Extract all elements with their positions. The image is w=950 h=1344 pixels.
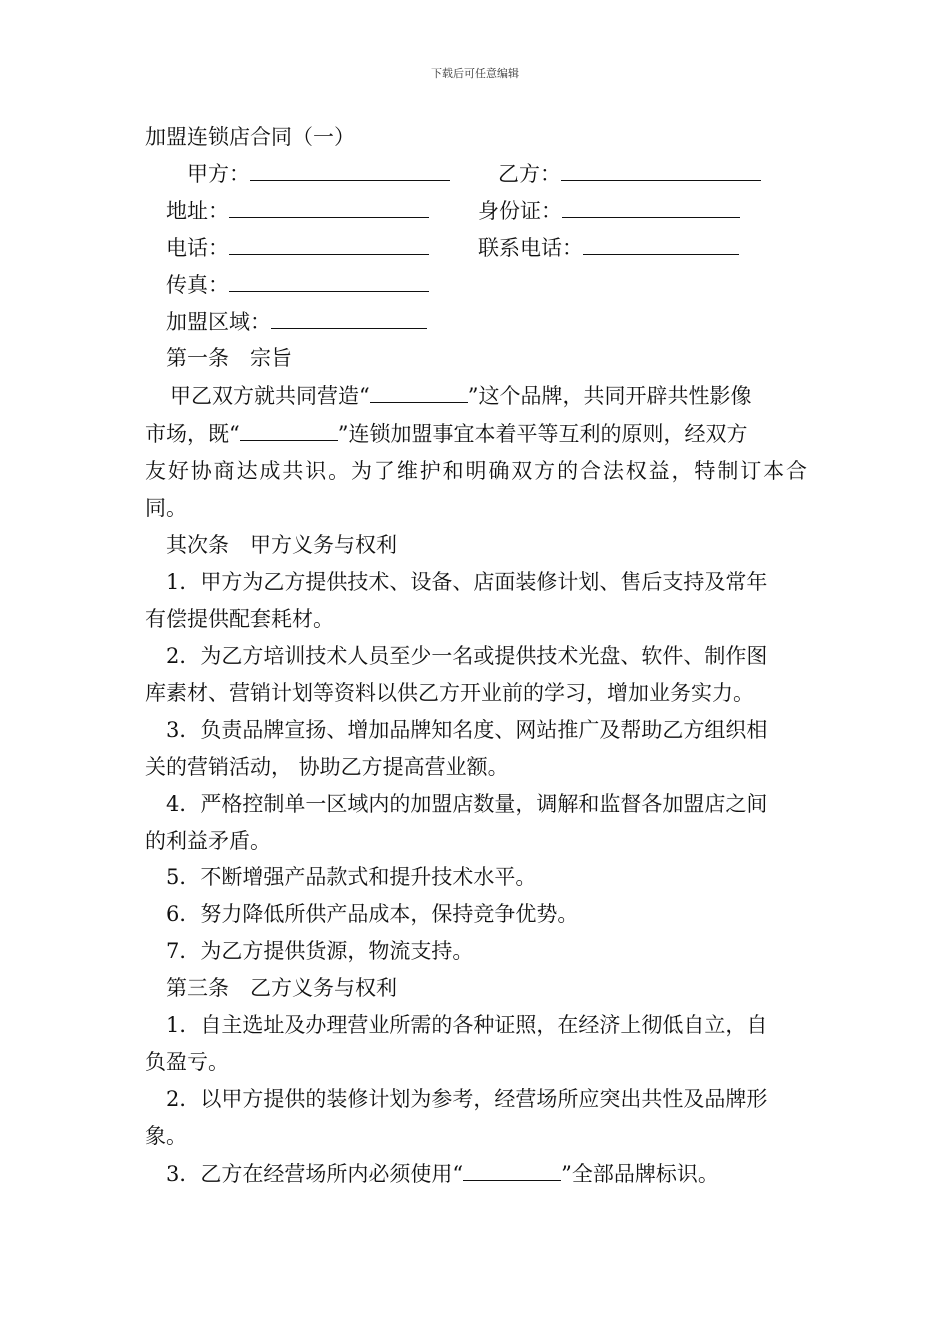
contact-phone-blank <box>583 234 739 255</box>
address-field <box>166 197 429 224</box>
party-b-label: 乙方： <box>498 162 561 186</box>
article-2-item-1-cont: 有偿提供配套耗材。 <box>145 607 334 631</box>
document-title: 加盟连锁店合同（一） <box>145 125 355 149</box>
article-2-item-6: 6．努力降低所供产品成本，保持竞争优势。 <box>166 902 579 926</box>
article-1-text: 市场，既“ <box>145 422 240 446</box>
article-1-text: ”连锁加盟事宜本着平等互利的原则，经双方 <box>337 422 748 446</box>
article-1-line-2 <box>145 420 747 447</box>
article-1-text: 甲乙双方就共同营造“ <box>170 384 370 408</box>
article-3-text: 3．乙方在经营场所内必须使用“ <box>166 1162 464 1186</box>
article-2-heading: 其次条 甲方义务与权利 <box>166 533 397 557</box>
article-2-item-3: 3．负责品牌宣扬、增加品牌知名度、网站推广及帮助乙方组织相 <box>166 718 768 742</box>
address-blank <box>229 197 429 218</box>
region-label: 加盟区域： <box>166 310 271 334</box>
article-3-item-3 <box>166 1160 719 1187</box>
phone-field <box>166 234 429 261</box>
region-blank <box>271 308 427 329</box>
page-header-note: 下载后可任意编辑 <box>431 67 519 80</box>
brand-name-blank <box>240 420 338 441</box>
party-a-field <box>187 160 450 187</box>
article-2-item-7: 7．为乙方提供货源，物流支持。 <box>166 939 474 963</box>
article-2-item-4: 4．严格控制单一区域内的加盟店数量，调解和监督各加盟店之间 <box>166 792 768 816</box>
phone-blank <box>229 234 429 255</box>
article-3-heading: 第三条 乙方义务与权利 <box>166 976 397 1000</box>
article-2-item-1: 1．甲方为乙方提供技术、设备、店面装修计划、售后支持及常年 <box>166 570 768 594</box>
phone-label: 电话： <box>166 236 229 260</box>
article-3-item-2: 2．以甲方提供的装修计划为参考，经营场所应突出共性及品牌形 <box>166 1087 768 1111</box>
article-1-line-1 <box>170 382 752 409</box>
article-2-item-5: 5．不断增强产品款式和提升技术水平。 <box>166 865 537 889</box>
region-field <box>166 308 427 335</box>
article-1-line-4: 同。 <box>145 496 187 520</box>
contact-phone-field <box>478 234 739 261</box>
fax-label: 传真： <box>166 273 229 297</box>
party-b-field <box>498 160 761 187</box>
article-2-item-2: 2．为乙方培训技术人员至少一名或提供技术光盘、软件、制作图 <box>166 644 768 668</box>
party-b-blank <box>561 160 761 181</box>
fax-blank <box>229 271 429 292</box>
address-label: 地址： <box>166 199 229 223</box>
article-2-item-4-cont: 的利益矛盾。 <box>145 829 271 853</box>
brand-name-blank <box>463 1160 561 1181</box>
fax-field <box>166 271 429 298</box>
party-a-blank <box>250 160 450 181</box>
article-1-line-3: 友好协商达成共识。为了维护和明确双方的合法权益，特制订本合 <box>145 459 807 483</box>
party-a-label: 甲方： <box>187 162 250 186</box>
article-1-heading: 第一条 宗旨 <box>166 346 292 370</box>
article-2-item-3-cont: 关的营销活动， 协助乙方提高营业额。 <box>145 755 509 779</box>
id-card-label: 身份证： <box>478 199 562 223</box>
article-3-item-1-cont: 负盈亏。 <box>145 1050 229 1074</box>
article-3-item-1: 1．自主选址及办理营业所需的各种证照，在经济上彻低自立，自 <box>166 1013 768 1037</box>
article-3-item-2-cont: 象。 <box>145 1124 187 1148</box>
id-card-field <box>478 197 740 224</box>
article-1-text: ”这个品牌，共同开辟共性影像 <box>467 384 752 408</box>
contact-phone-label: 联系电话： <box>478 236 583 260</box>
brand-name-blank <box>370 382 468 403</box>
id-card-blank <box>562 197 740 218</box>
article-2-item-2-cont: 库素材、营销计划等资料以供乙方开业前的学习，增加业务实力。 <box>145 681 754 705</box>
article-3-text: ”全部品牌标识。 <box>561 1162 719 1186</box>
